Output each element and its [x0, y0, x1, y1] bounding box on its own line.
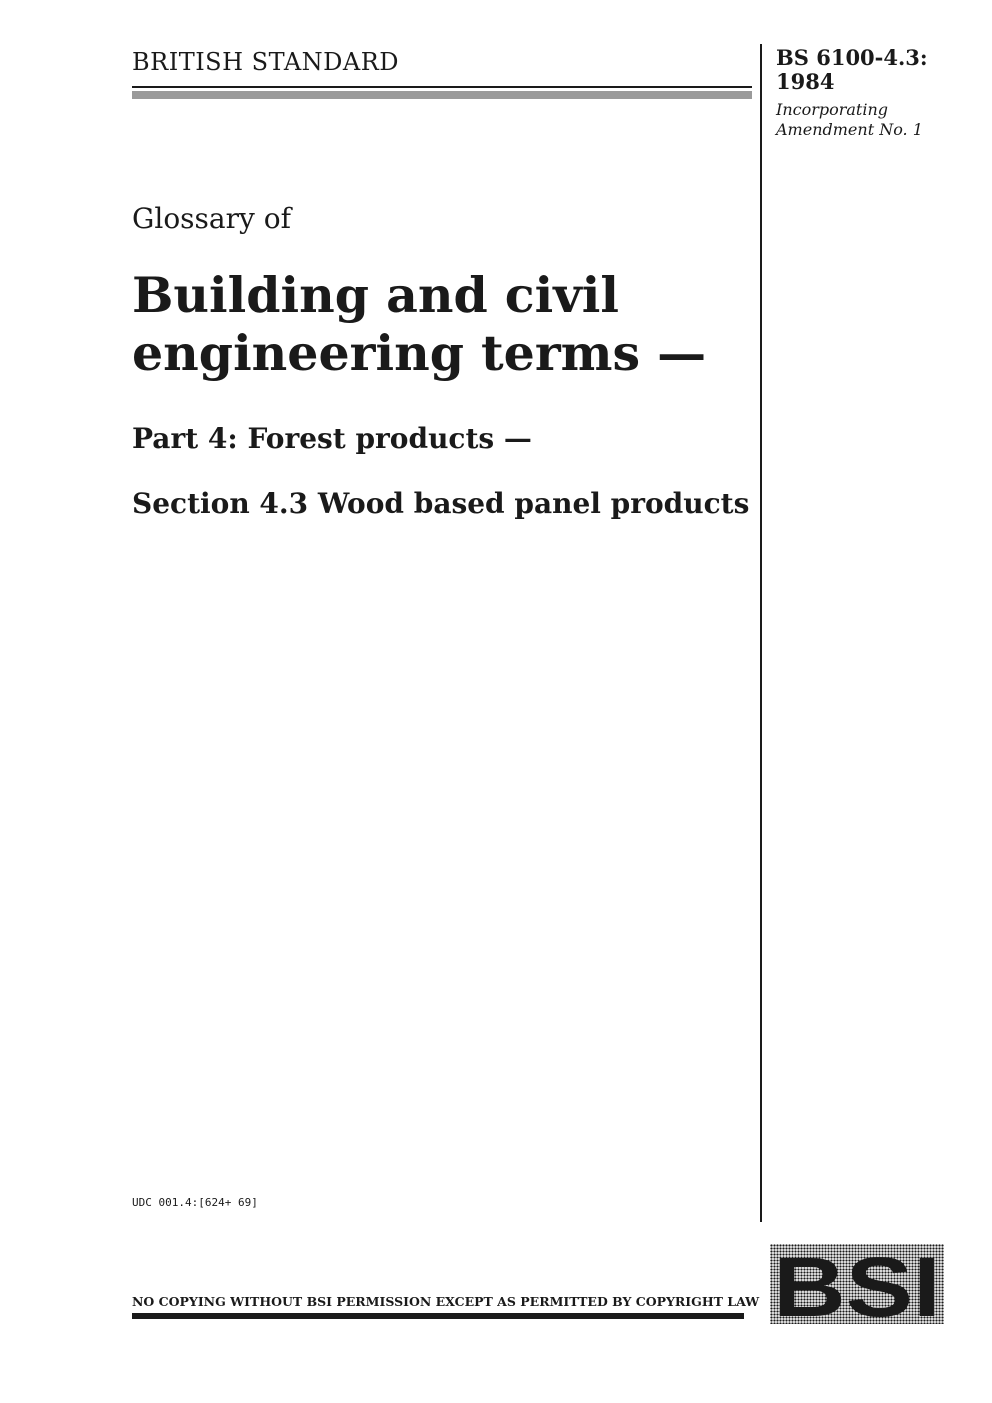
amendment-line2: Amendment No. 1 [776, 120, 923, 139]
main-title-line2: engineering terms — [132, 324, 707, 382]
standard-number-line1: BS 6100-4.3: [776, 45, 928, 70]
header-grey-rule [132, 91, 752, 99]
main-title [132, 266, 706, 382]
title-intro: Glossary of [132, 202, 291, 235]
section-title: Section 4.3 Wood based panel products [132, 487, 750, 520]
margin-vertical-rule [760, 44, 762, 1222]
part-title: Part 4: Forest products — [132, 422, 532, 455]
standard-number-line2: 1984 [776, 69, 835, 94]
udc-code: UDC 001.4:[624+ 69] [132, 1196, 258, 1209]
footer-rule [132, 1313, 744, 1319]
standard-number [776, 46, 928, 94]
amendment-note [776, 100, 923, 140]
bsi-logo-text: BSI [773, 1244, 941, 1324]
main-title-line1: Building and civil [132, 266, 619, 324]
document-type-label: BRITISH STANDARD [132, 48, 400, 76]
header-thin-rule [132, 86, 752, 88]
copyright-notice: NO COPYING WITHOUT BSI PERMISSION EXCEPT AS PERMITTED BY COPYRIGHT LAW [132, 1294, 760, 1309]
amendment-line1: Incorporating [776, 100, 889, 119]
bsi-logo [770, 1244, 944, 1324]
